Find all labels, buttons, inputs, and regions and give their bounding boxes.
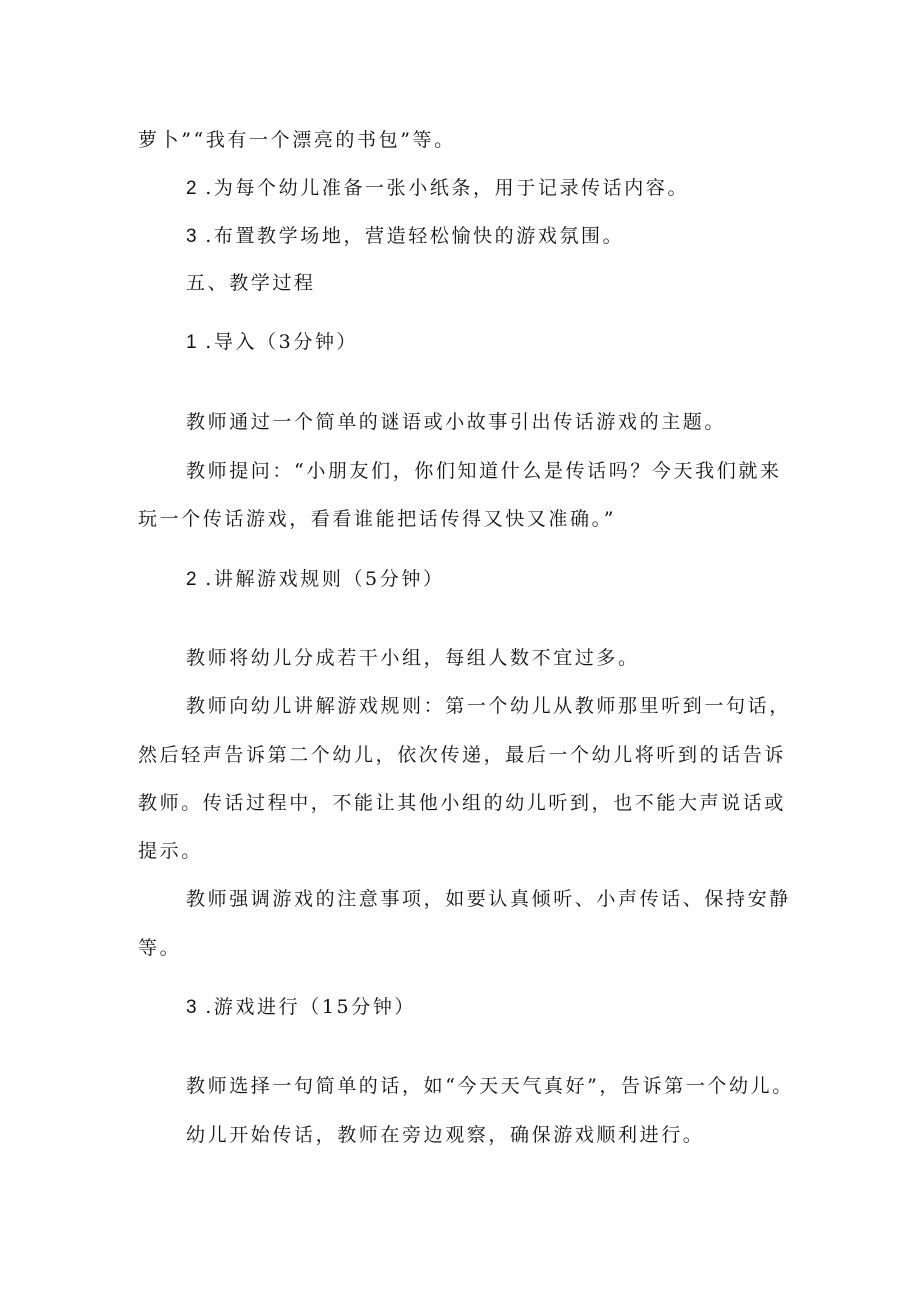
paragraph-text: 幼儿开始传话，教师在旁边观察，确保游戏顺利进行。 bbox=[186, 1124, 705, 1146]
paragraph-text: 等。 bbox=[138, 937, 182, 959]
paragraph-text: 提示。 bbox=[138, 840, 203, 862]
subsection-heading-2 bbox=[186, 566, 445, 593]
paragraph-text: 教师强调游戏的注意事项，如要认真倾听、小声传话、保持安静 bbox=[186, 888, 791, 910]
text-line bbox=[138, 127, 456, 153]
list-item-text: .布置教学场地，营造轻松愉快的游戏氛围。 bbox=[196, 225, 625, 247]
paragraph-line bbox=[186, 886, 791, 912]
section-heading bbox=[186, 270, 316, 296]
subsection-number: 3 bbox=[186, 997, 197, 1018]
paragraph-line bbox=[138, 790, 786, 816]
subsection-number: 1 bbox=[186, 332, 197, 353]
paragraph-text: 教师通过一个简单的谜语或小故事引出传话游戏的主题。 bbox=[186, 411, 727, 433]
section-heading-text: 五、教学过程 bbox=[186, 272, 316, 294]
subsection-heading-3 bbox=[186, 994, 416, 1021]
paragraph-line bbox=[186, 645, 640, 671]
paragraph-text: 教师提问：“小朋友们，你们知道什么是传话吗？今天我们就来 bbox=[186, 460, 782, 482]
subsection-number: 2 bbox=[186, 569, 197, 590]
list-item-2 bbox=[186, 175, 689, 202]
subsection-heading-1 bbox=[186, 329, 358, 356]
paragraph-line bbox=[138, 506, 616, 532]
subsection-title: .游戏进行（15分钟） bbox=[196, 996, 417, 1018]
paragraph-text: 教师向幼儿讲解游戏规则：第一个幼儿从教师那里听到一句话， bbox=[186, 695, 791, 717]
paragraph-text: 教师将幼儿分成若干小组，每组人数不宜过多。 bbox=[186, 647, 640, 669]
paragraph-line bbox=[186, 409, 726, 435]
paragraph-line bbox=[138, 838, 203, 864]
subsection-title: .讲解游戏规则（5分钟） bbox=[196, 568, 445, 590]
list-item-number: 2 bbox=[186, 178, 197, 199]
list-item-3 bbox=[186, 223, 624, 250]
paragraph-line bbox=[186, 693, 791, 719]
paragraph-text: 然后轻声告诉第二个幼儿，依次传递，最后一个幼儿将听到的话告诉 bbox=[138, 744, 787, 766]
paragraph-text: 玩一个传话游戏，看看谁能把话传得又快又准确。” bbox=[138, 508, 617, 530]
list-item-number: 3 bbox=[186, 226, 197, 247]
text-line-content: 萝卜”“我有一个漂亮的书包”等。 bbox=[138, 129, 456, 151]
paragraph-line bbox=[186, 1073, 794, 1099]
list-item-text: .为每个幼儿准备一张小纸条，用于记录传话内容。 bbox=[196, 177, 690, 199]
paragraph-text: 教师。传话过程中，不能让其他小组的幼儿听到，也不能大声说话或 bbox=[138, 792, 787, 814]
paragraph-line bbox=[138, 935, 181, 961]
paragraph-line bbox=[186, 458, 782, 484]
paragraph-line bbox=[138, 742, 786, 768]
paragraph-text: 教师选择一句简单的话，如“今天天气真好”，告诉第一个幼儿。 bbox=[186, 1075, 794, 1097]
paragraph-line bbox=[186, 1122, 704, 1148]
subsection-title: .导入（3分钟） bbox=[196, 331, 359, 353]
